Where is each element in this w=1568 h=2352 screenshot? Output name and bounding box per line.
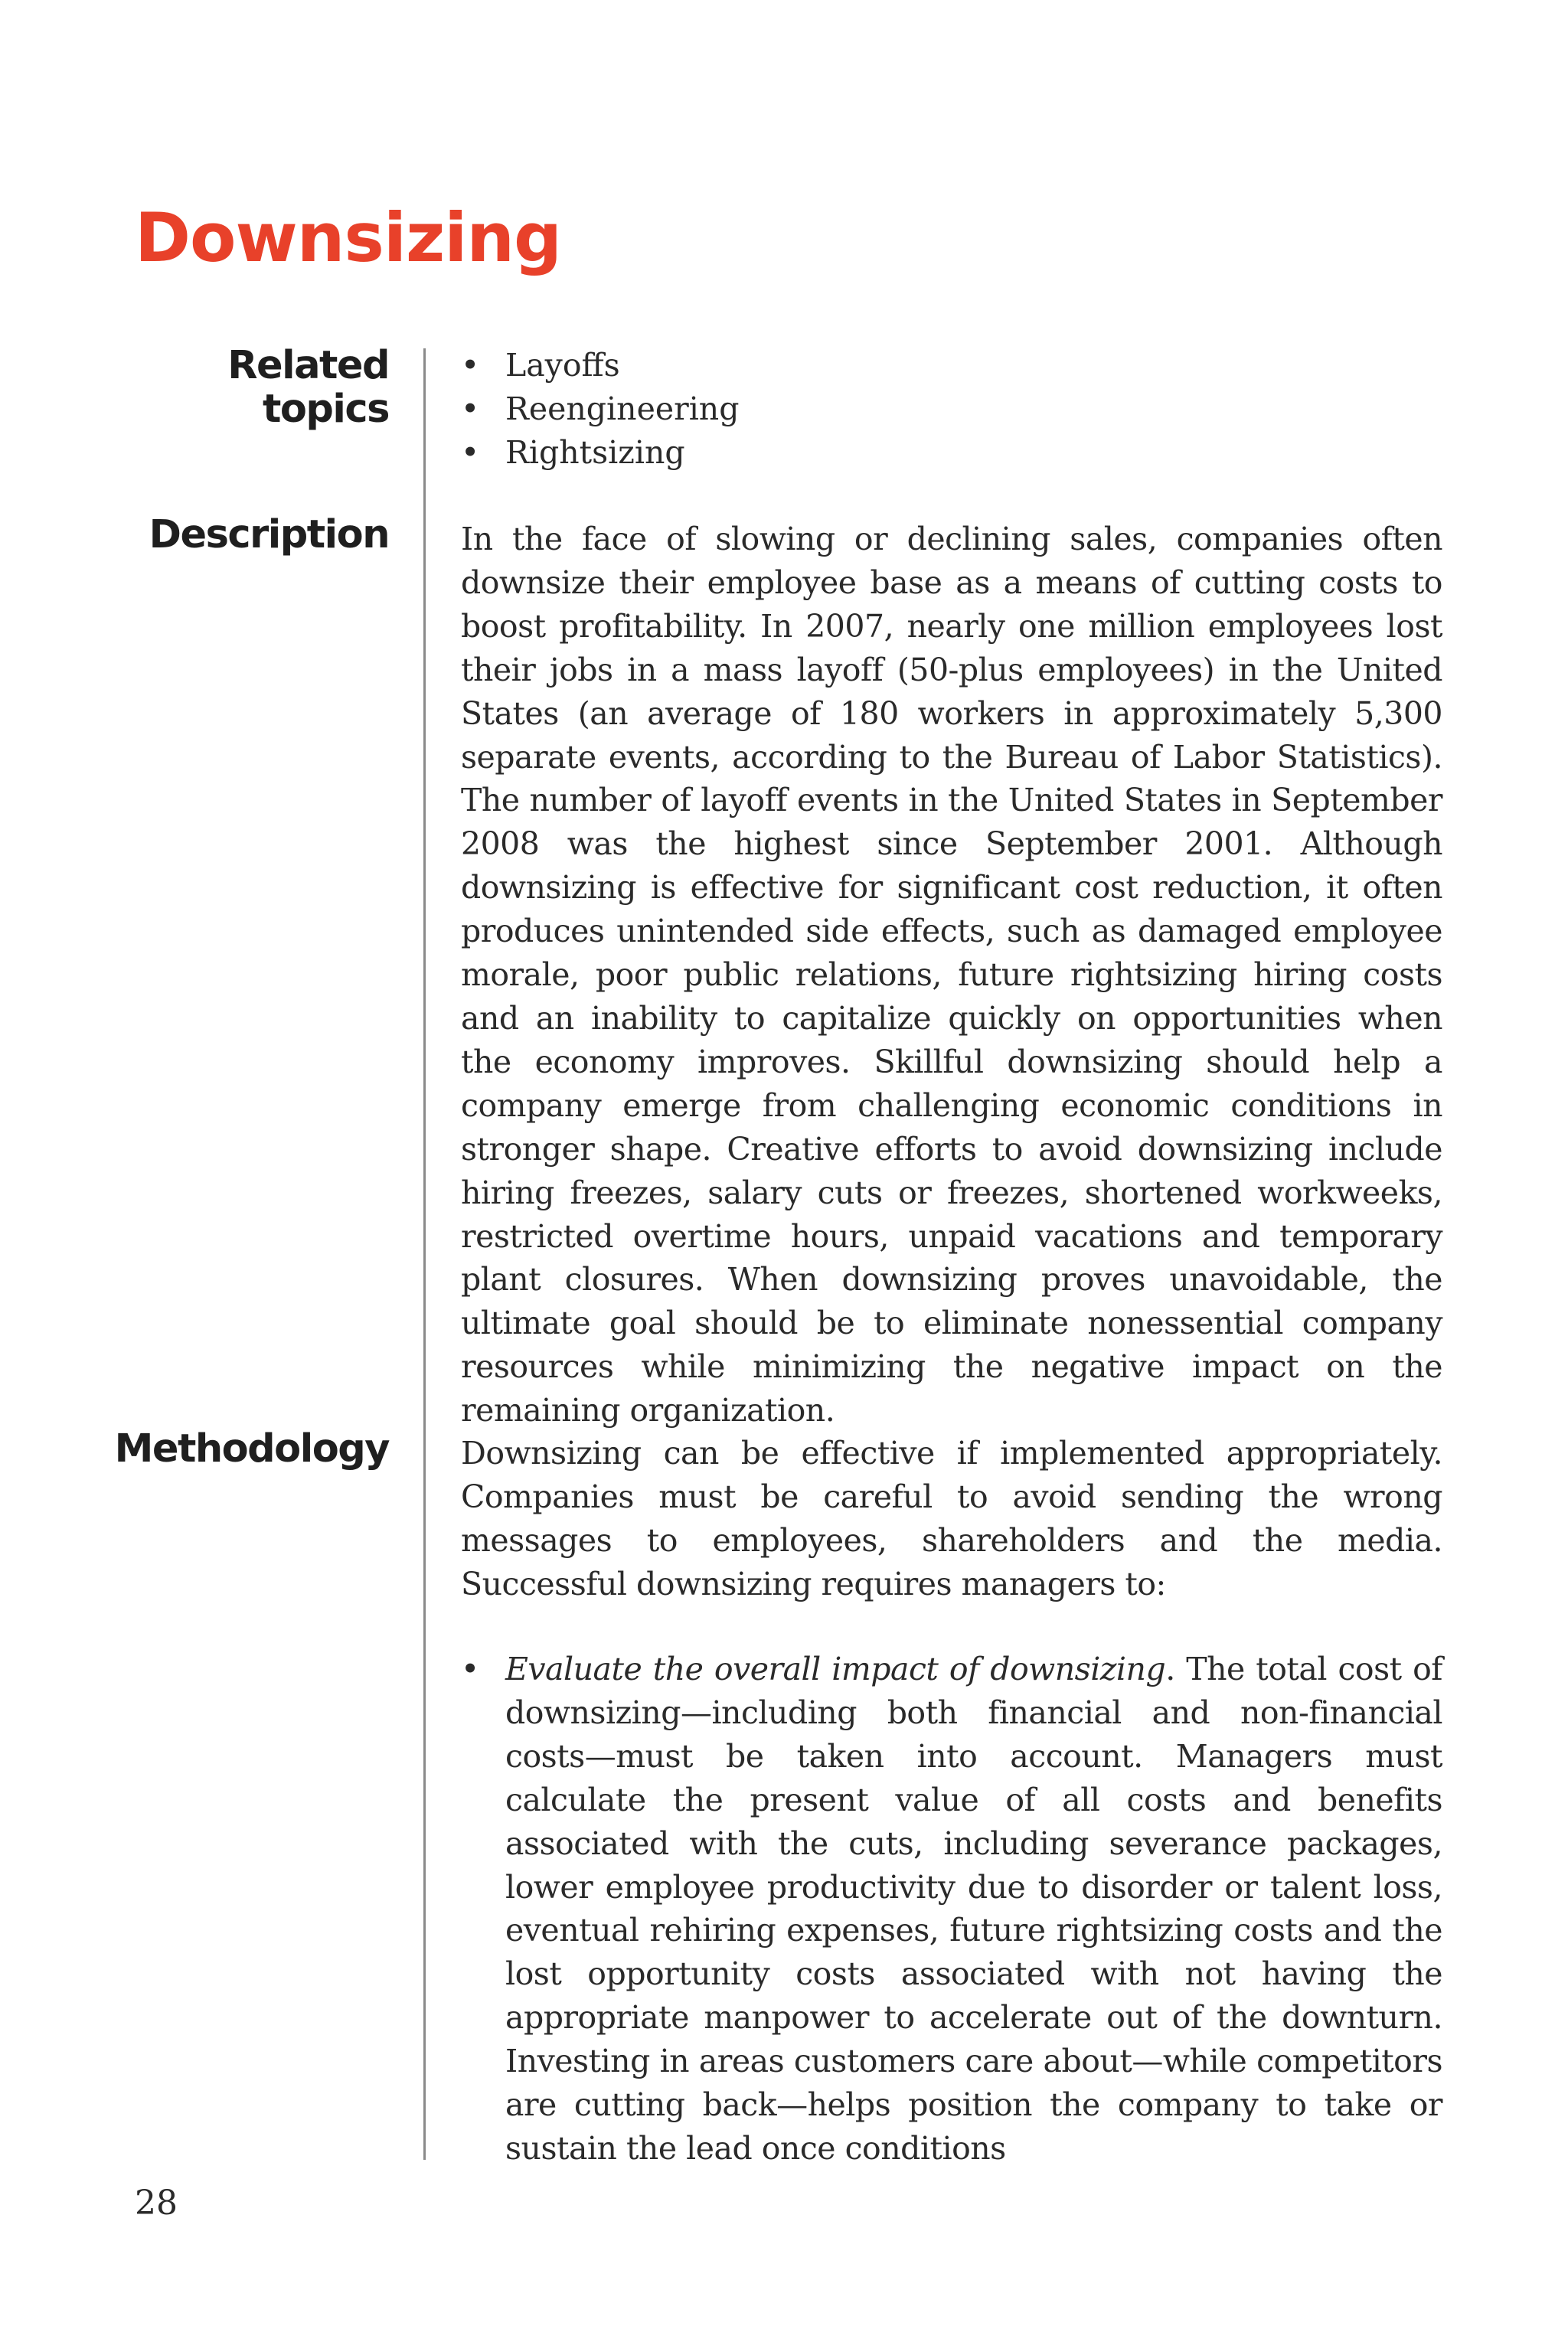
- methodology-bullet-item: [461, 1648, 1442, 2171]
- list-item: [461, 387, 739, 431]
- topic-layoffs: Layoffs: [505, 347, 620, 384]
- description-label-text: Description: [149, 512, 389, 557]
- vertical-divider: [423, 348, 426, 2160]
- list-item: [461, 431, 739, 475]
- methodology-label-text: Methodology: [114, 1426, 389, 1472]
- methodology-label: [115, 1427, 389, 1471]
- methodology-bullet-text: [505, 1648, 1442, 2171]
- related-topics-label-line1: Related: [227, 343, 389, 388]
- bullet-body-text: The total cost of downsizing—including both financial and non-financial costs—must be taken into account. Managers must calculate the present value of all costs and benefits associated with the cuts, including severance packages, lower employee productivity due to disorder or talent loss, eventual rehiring expenses, future rightsizing costs and the lost opportunity costs associated with not having the appropriate manpower to accelerate out of the downturn. Investing in areas customers care about—while competitors are cutting back—helps position the company to take or sustain the lead once conditions: [505, 1651, 1442, 2167]
- description-label: [149, 513, 389, 557]
- bullet-lead-phrase: Evaluate the overall impact of downsizing: [505, 1651, 1166, 1687]
- topic-rightsizing: Rightsizing: [505, 434, 685, 471]
- description-paragraph: In the face of slowing or declining sales, companies often downsize their employee base as a means of cutting costs to boost profitability. In 2007, nearly one million employees lost their jobs in a mass layoff (50-plus employees) in the United States (an average of 180 workers in approximately 5,300 separate events, according to the Bureau of Labor Statistics). The number of layoff events in the United States in September 2008 was the highest since September 2001. Although downsizing is effective for significant cost reduction, it often produces unintended side effects, such as damaged employee morale, poor public relations, future rightsizing hiring costs and an inability to capitalize quickly on opportunities when the economy improves. Skillful downsizing should help a company emerge from challenging economic conditions in stronger shape. Creative efforts to avoid downsizing include hiring freezes, salary cuts or freezes, shortened workweeks, restricted overtime hours, unpaid vacations and temporary plant closures. When downsizing proves unavoidable, the ultimate goal should be to eliminate nonessential company resources while minimizing the negative impact on the remaining organization.: [461, 521, 1442, 1429]
- methodology-intro-paragraph: Downsizing can be effective if implemented appropriately. Companies must be careful to avoid sending the wrong messages to employees, shareholders and the media. Successful downsizing requires managers to:: [461, 1435, 1442, 1602]
- page-title: Downsizing: [135, 198, 562, 277]
- bullet-icon: •: [461, 390, 480, 427]
- list-item: [461, 344, 739, 387]
- related-topics-list: [461, 344, 739, 475]
- bullet-icon: •: [461, 347, 480, 384]
- related-topics-label-line2: topics: [263, 387, 389, 432]
- topic-reengineering: Reengineering: [505, 390, 740, 427]
- bullet-icon: •: [461, 434, 480, 471]
- page-number: 28: [135, 2184, 178, 2223]
- bullet-icon: •: [461, 1651, 479, 1687]
- related-topics-label: [227, 344, 389, 431]
- bullet-lead-punct: .: [1165, 1651, 1175, 1687]
